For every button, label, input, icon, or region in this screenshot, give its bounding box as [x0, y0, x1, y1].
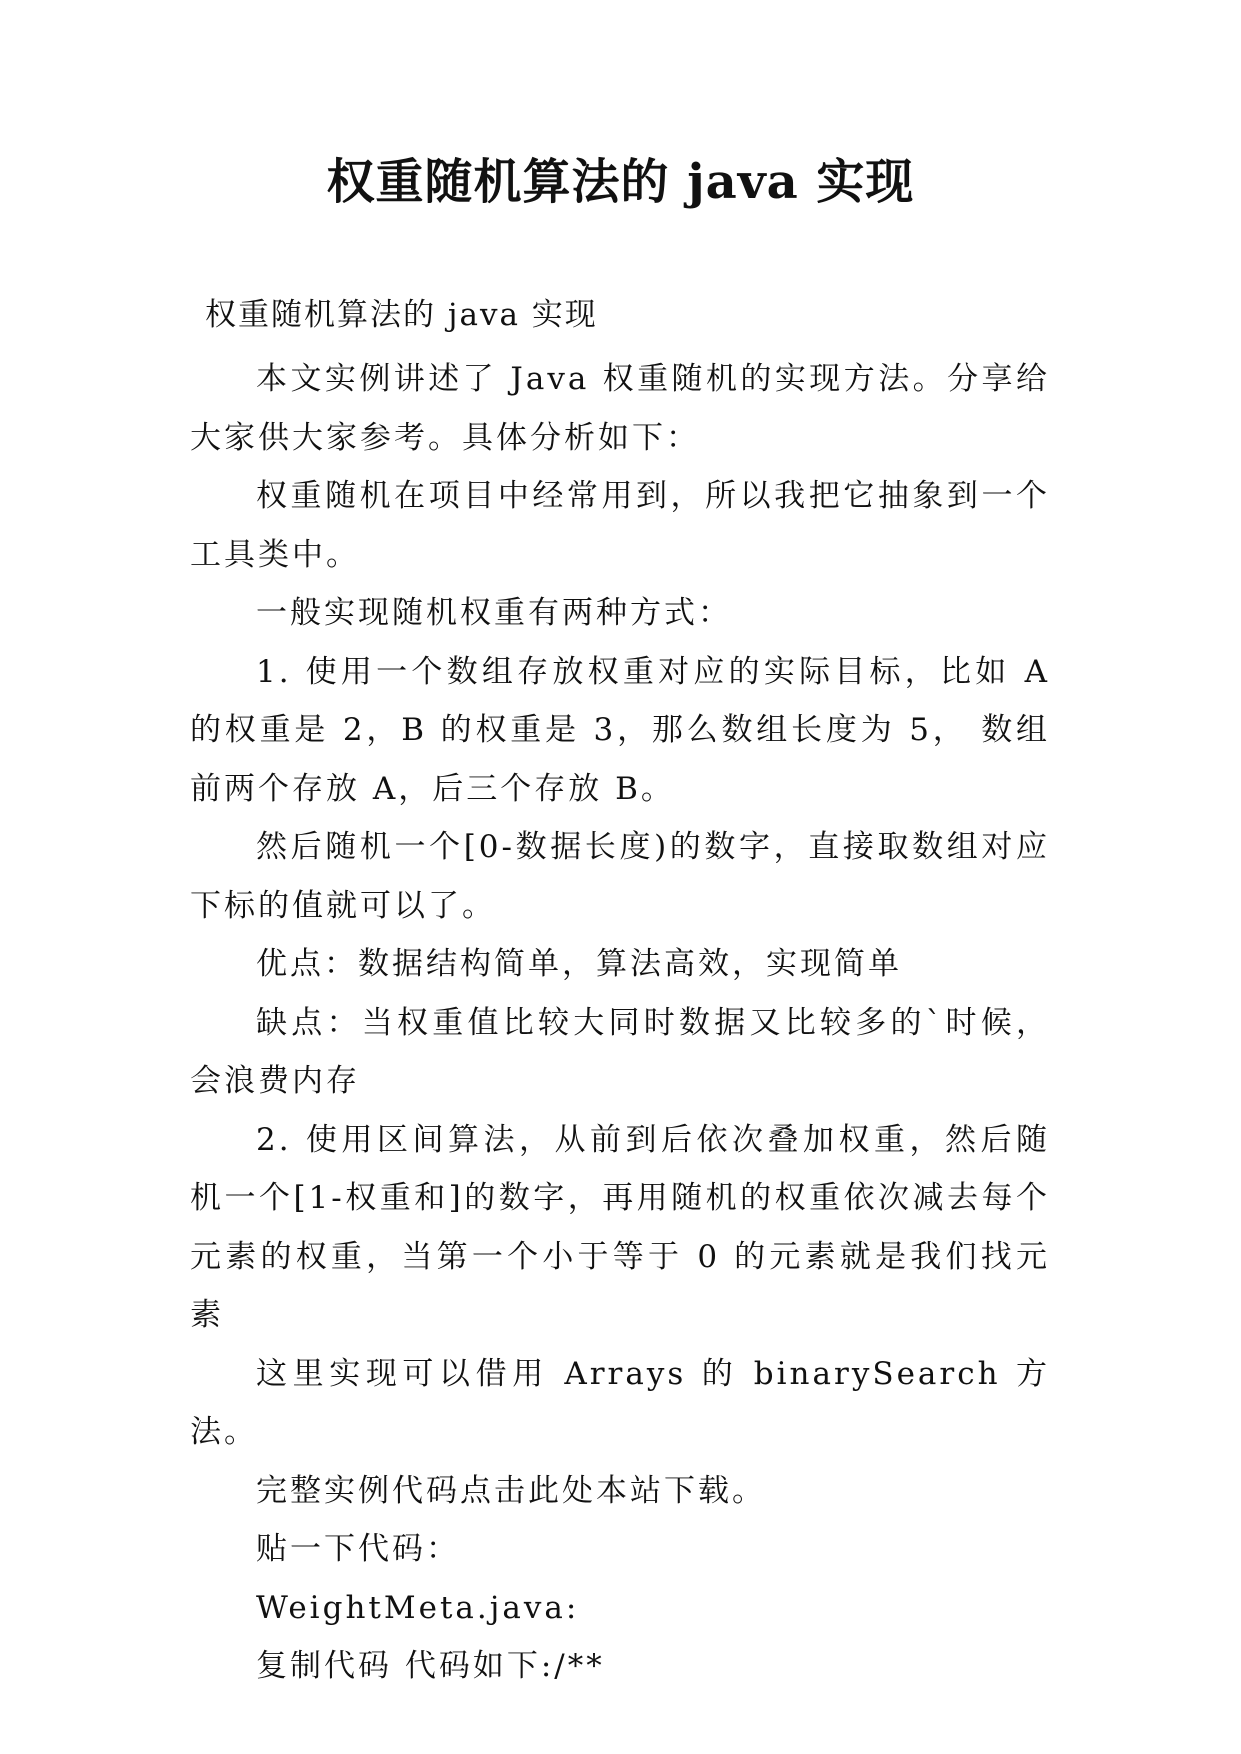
- paragraph: 1. 使用一个数组存放权重对应的实际目标，比如 A 的权重是 2，B 的权重是 3，那么数组长度为 5， 数组前两个存放 A，后三个存放 B。: [190, 653, 1050, 807]
- paragraph: 贴一下代码：: [256, 1531, 460, 1567]
- document-body: [190, 350, 1050, 1696]
- paragraph: 一般实现随机权重有两种方式：: [256, 595, 732, 631]
- paragraph: 权重随机在项目中经常用到，所以我把它抽象到一个工具类中。: [190, 478, 1050, 573]
- document-title: 权重随机算法的 java 实现: [326, 154, 915, 210]
- paragraph: 缺点：当权重值比较大同时数据又比较多的`时候，会浪费内存: [190, 1004, 1050, 1099]
- paragraph: WeightMeta.java:: [256, 1589, 580, 1626]
- paragraph: 优点：数据结构简单，算法高效，实现简单: [256, 946, 902, 982]
- paragraph: 这里实现可以借用 Arrays 的 binarySearch 方法。: [190, 1355, 1050, 1450]
- paragraph: 复制代码 代码如下:/**: [256, 1648, 605, 1684]
- paragraph: 2. 使用区间算法，从前到后依次叠加权重，然后随机一个[1-权重和]的数字，再用随机的权重依次减去每个元素的权重，当第一个小于等于 0 的元素就是我们找元素: [190, 1121, 1050, 1333]
- paragraph: 本文实例讲述了 Java 权重随机的实现方法。分享给大家供大家参考。具体分析如下：: [190, 361, 1050, 456]
- paragraph: 完整实例代码点击此处本站下载。: [256, 1472, 766, 1509]
- paragraph: 然后随机一个[0-数据长度)的数字，直接取数组对应下标的值就可以了。: [190, 829, 1050, 924]
- document-subtitle: 权重随机算法的 java 实现: [205, 297, 598, 333]
